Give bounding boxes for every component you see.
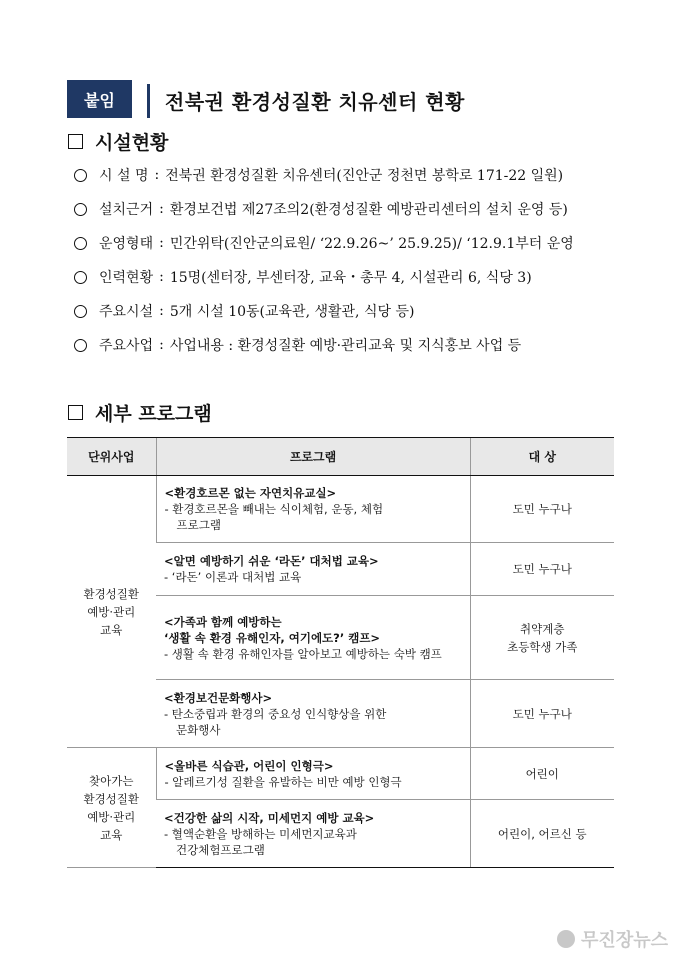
program-desc: - 알레르기성 질환을 유발하는 비만 예방 인형극	[164, 774, 402, 789]
news-logo-icon	[557, 930, 575, 948]
program-name: <가족과 함께 예방하는	[164, 614, 282, 629]
facility-item-value: 민간위탁(진안군의료원/ ‘22.9.26~’ 25.9.25)/ ‘12.9.1부터 운영	[169, 236, 574, 252]
circle-bullet-icon	[74, 169, 87, 182]
unit-cell: 환경성질환 예방·관리 교육	[67, 476, 156, 748]
square-bullet-icon	[68, 134, 83, 149]
target-cell: 취약계층 초등학생 가족	[470, 596, 614, 680]
program-name: <환경호르몬 없는 자연치유교실>	[164, 486, 337, 500]
circle-bullet-icon	[74, 271, 87, 284]
title-divider	[147, 84, 150, 118]
facility-item-label: 인력현황	[99, 270, 154, 286]
program-cell	[156, 748, 470, 800]
program-name-line2: ‘생활 속 환경 유해인자, 여기에도?’ 캠프>	[164, 630, 381, 645]
facility-item-label: 시 설 명	[99, 168, 149, 184]
target-cell: 도민 누구나	[470, 476, 614, 543]
program-desc: - ‘라돈’ 이론과 대처법 교육	[164, 570, 302, 584]
program-desc: - 생활 속 환경 유해인자를 알아보고 예방하는 숙박 캠프	[164, 646, 442, 661]
circle-bullet-icon	[74, 339, 87, 352]
table-row	[67, 748, 614, 800]
program-name: <알면 예방하기 쉬운 ‘라돈’ 대처법 교육>	[164, 554, 379, 568]
table-row	[67, 476, 614, 543]
facility-item: 인력현황 : 15명(센터장, 부센터장, 교육・총무 4, 시설관리 6, 식당 3)	[74, 267, 532, 287]
circle-bullet-icon	[74, 237, 87, 250]
program-table	[67, 437, 614, 868]
facility-item: 주요사업 : 사업내용 : 환경성질환 예방·관리교육 및 지식홍보 사업 등	[74, 335, 521, 355]
circle-bullet-icon	[74, 203, 87, 216]
document-header	[67, 80, 615, 120]
target-cell: 도민 누구나	[470, 543, 614, 596]
column-header: 단위사업	[67, 438, 156, 476]
program-desc: - 탄소중립과 환경의 중요성 인식향상을 위한	[164, 706, 387, 721]
target-cell: 도민 누구나	[470, 680, 614, 748]
program-desc: - 환경호르몬을 빼내는 식이체험, 운동, 체험	[164, 502, 384, 516]
section-facility-title: 시설현황	[95, 132, 169, 154]
section-program-heading	[68, 399, 212, 426]
unit-cell: 찾아가는 환경성질환 예방·관리 교육	[67, 748, 156, 868]
column-header: 대 상	[470, 438, 614, 476]
watermark: 무진장뉴스	[557, 926, 668, 952]
circle-bullet-icon	[74, 305, 87, 318]
facility-item: 시 설 명 : 전북권 환경성질환 치유센터(진안군 정천면 봉학로 171-22 일원)	[74, 165, 563, 185]
facility-item: 설치근거 : 환경보건법 제27조의2(환경성질환 예방관리센터의 설치 운영 등)	[74, 199, 568, 219]
facility-item-value: 5개 시설 10동(교육관, 생활관, 식당 등)	[169, 304, 415, 320]
facility-item-value: 환경보건법 제27조의2(환경성질환 예방관리센터의 설치 운영 등)	[169, 202, 568, 218]
program-cell: <환경보건문화행사> - 탄소중립과 환경의 중요성 인식향상을 위한 문화행사	[156, 680, 470, 748]
program-name: <올바른 식습관, 어린이 인형극>	[164, 758, 334, 773]
target-cell: 어린이	[470, 748, 614, 800]
program-name: <건강한 삶의 시작, 미세먼지 예방 교육>	[164, 810, 375, 825]
column-header: 프로그램	[156, 438, 470, 476]
target-cell: 어린이, 어르신 등	[470, 800, 614, 868]
facility-item-label: 주요사업	[99, 338, 154, 354]
facility-item-value: 15명(센터장, 부센터장, 교육・총무 4, 시설관리 6, 식당 3)	[169, 270, 532, 286]
facility-item-value: 사업내용 : 환경성질환 예방·관리교육 및 지식홍보 사업 등	[169, 338, 522, 354]
section-facility-heading	[68, 128, 168, 155]
facility-item: 운영형태 : 민간위탁(진안군의료원/ ‘22.9.26~’ 25.9.25)/ ‘12.9.1부터 운영	[74, 233, 574, 253]
program-desc: - 혈액순환을 방해하는 미세먼지교육과	[164, 826, 357, 841]
page-title: 전북권 환경성질환 치유센터 현황	[165, 90, 465, 114]
section-program-title: 세부 프로그램	[95, 403, 212, 425]
facility-item-label: 설치근거	[99, 202, 154, 218]
facility-item: 주요시설 : 5개 시설 10동(교육관, 생활관, 식당 등)	[74, 301, 414, 321]
program-cell: <환경호르몬 없는 자연치유교실> - 환경호르몬을 빼내는 식이체험, 운동, 체험 프로그램	[156, 476, 470, 543]
square-bullet-icon	[68, 405, 83, 420]
facility-item-label: 운영형태	[99, 236, 154, 252]
attachment-tag: 붙임	[67, 80, 132, 118]
program-cell	[156, 543, 470, 596]
program-cell: <건강한 삶의 시작, 미세먼지 예방 교육> - 혈액순환을 방해하는 미세먼지교육과 건강체험프로그램	[156, 800, 470, 868]
facility-item-label: 주요시설	[99, 304, 154, 320]
program-cell	[156, 596, 470, 680]
facility-item-value: 전북권 환경성질환 치유센터(진안군 정천면 봉학로 171-22 일원)	[165, 168, 564, 184]
program-name: <환경보건문화행사>	[164, 690, 273, 705]
table-header-row	[67, 438, 614, 476]
